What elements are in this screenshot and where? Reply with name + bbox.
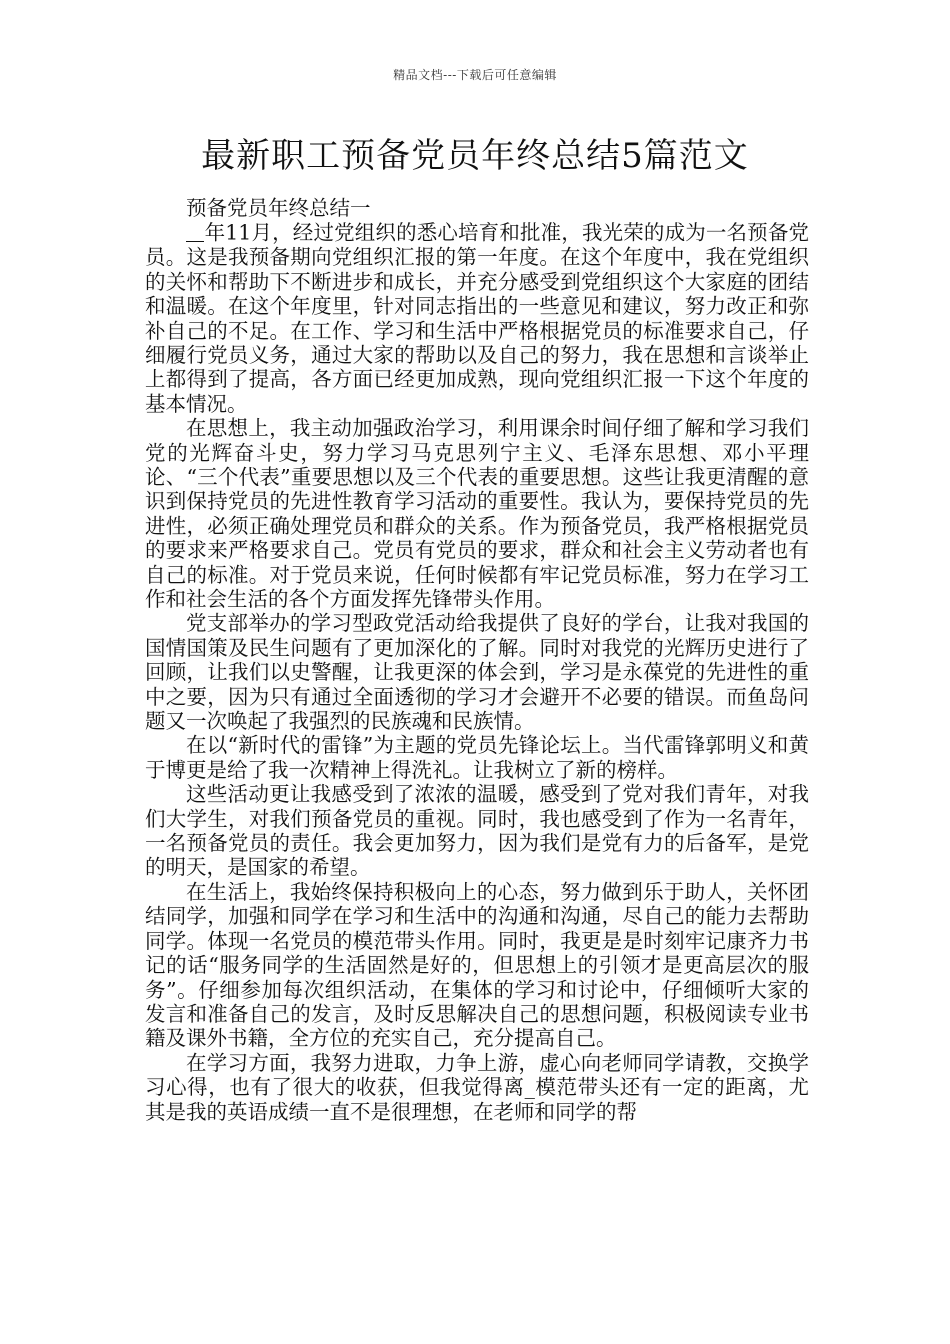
paragraph-3: 党支部举办的学习型政党活动给我提供了良好的学台，让我对我国的国情国策及民生问题有了更加深化的了解。同时对我党的光辉历史进行了回顾，让我们以史警醒，让我更深的体会到，学习是永葆党的先进性的重中之要，因为只有通过全面透彻的学习才会避开不必要的错误。而鱼岛问题又一次唤起了我强烈的民族魂和民族情。 (145, 611, 809, 734)
fill-in-blank (186, 220, 204, 242)
paragraph-1 (145, 220, 809, 416)
header-note: 精品文档---下载后可任意编辑 (393, 68, 557, 82)
paragraph-2: 在思想上，我主动加强政治学习，利用课余时间仔细了解和学习我们党的光辉奋斗史，努力学习马克思列宁主义、毛泽东思想、邓小平理论、“三个代表”重要思想以及三个代表的重要思想。这些让我更清醒的意识到保持党员的先进性教育学习活动的重要性。我认为，要保持党员的先进性，必须正确处理党员和群众的关系。作为预备党员，我严格根据党员的要求来严格要求自己。党员有党员的要求，群众和社会主义劳动者也有自己的标准。对于党员来说，任何时候都有牢记党员标准，努力在学习工作和社会生活的各个方面发挥先锋带头作用。 (145, 416, 809, 611)
document-title: 最新职工预备党员年终总结5篇范文 (201, 136, 749, 176)
paragraph-6: 在生活上，我始终保持积极向上的心态，努力做到乐于助人，关怀团结同学，加强和同学在学习和生活中的沟通和沟通，尽自己的能力去帮助同学。体现一名党员的模范带头作用。同时，我更是是时刻牢记康齐力书记的话“服务同学的生活固然是好的，但思想上的引领才是更高层次的服务”。仔细参加每次组织活动，在集体的学习和讨论中，仔细倾听大家的发言和准备自己的发言，及时反思解决自己的思想问题，积极阅读专业书籍及课外书籍，全方位的充实自己，充分提高自己。 (145, 879, 809, 1051)
section-heading: 预备党员年终总结一 (186, 196, 371, 220)
paragraph-7: 在学习方面，我努力进取，力争上游，虚心向老师同学请教，交换学习心得，也有了很大的收获，但我觉得离_模范带头还有一定的距离，尤其是我的英语成绩一直不是很理想，在老师和同学的帮 (145, 1050, 809, 1124)
paragraph-1-text: 年11月，经过党组织的悉心培育和批准，我光荣的成为一名预备党员。这是我预备期向党组织汇报的第一年度。在这个年度中，我在党组织的关怀和帮助下不断进步和成长，并充分感受到党组织这个大家庭的团结和温暖。在这个年度里，针对同志指出的一些意见和建议，努力改正和弥补自己的不足。在工作、学习和生活中严格根据党员的标准要求自己，仔细履行党员义务，通过大家的帮助以及自己的努力，我在思想和言谈举止上都得到了提高，各方面已经更加成熟，现向党组织汇报一下这个年度的基本情况。 (145, 220, 809, 416)
document-body (145, 196, 809, 1124)
paragraph-5: 这些活动更让我感受到了浓浓的温暖，感受到了党对我们青年，对我们大学生，对我们预备党员的重视。同时，我也感受到了作为一名青年，一名预备党员的责任。我会更加努力，因为我们是党有力的后备军，是党的明天，是国家的希望。 (145, 782, 809, 880)
paragraph-4: 在以“新时代的雷锋”为主题的党员先锋论坛上。当代雷锋郭明义和黄于博更是给了我一次精神上得洗礼。让我树立了新的榜样。 (145, 733, 809, 782)
